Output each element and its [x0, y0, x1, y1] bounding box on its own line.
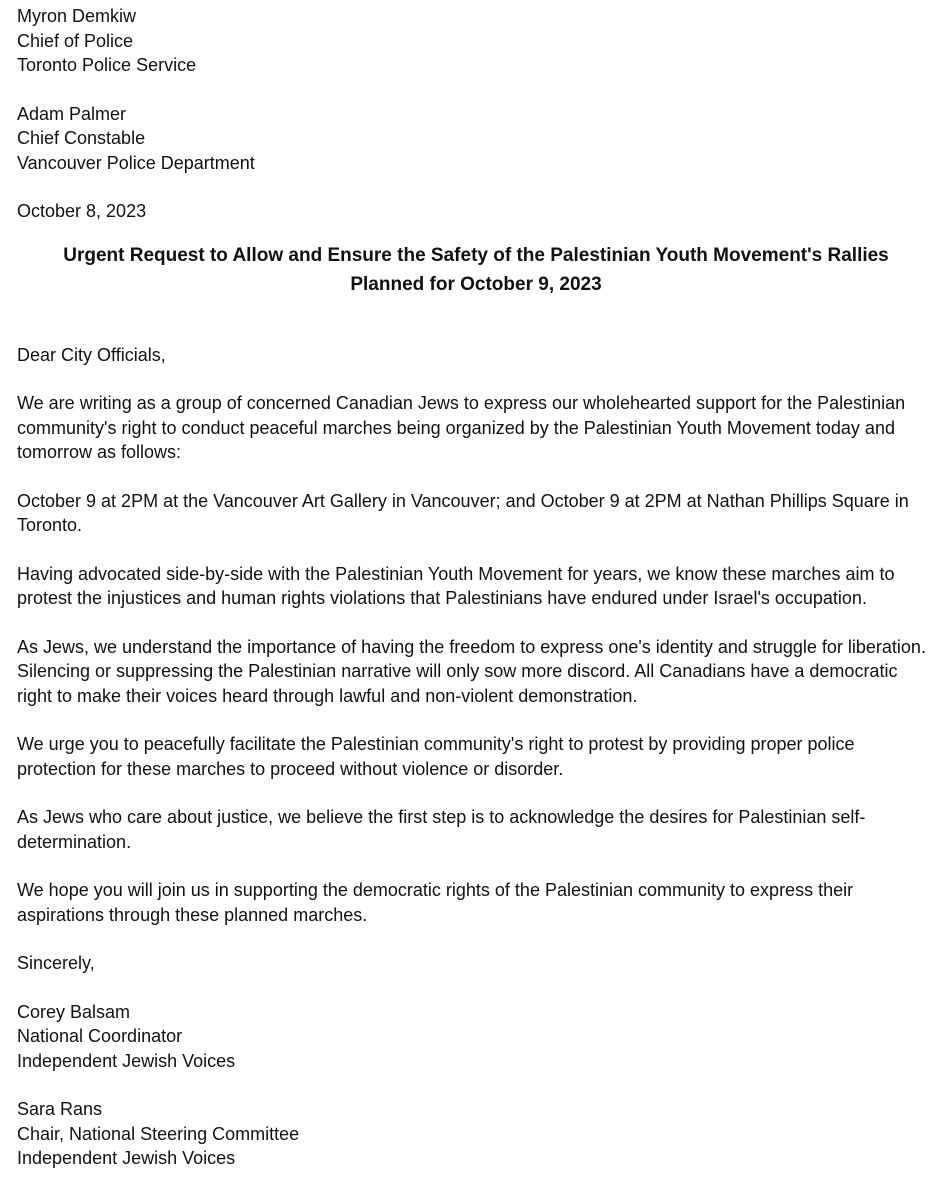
title-line-2: Planned for October 9, 2023 — [350, 273, 602, 295]
body-paragraph: As Jews, we understand the importance of having the freedom to express one's identity and struggle for liberation. Silencing or suppressing the Palestinian narrative will only sow more discord. All Canadians have a democratic right to make their voices heard through lawful and non-violent demonstration. — [17, 636, 926, 706]
recipient-organization: Toronto Police Service — [17, 55, 197, 75]
body-paragraph: We urge you to peacefully facilitate the Palestinian community's right to protest by providing proper police protection for these marches to proceed without violence or disorder. — [17, 734, 855, 779]
signatory-organization: Independent Jewish Voices — [17, 1050, 236, 1071]
body-paragraph: Having advocated side-by-side with the Palestinian Youth Movement for years, we know these marches aim to protest the injustices and human rights violations that Palestinians have endured under Israel's occupation. — [17, 563, 895, 608]
letter-title — [17, 241, 935, 299]
recipient-block-1 — [17, 4, 935, 78]
signatory-role: National Coordinator — [17, 1026, 183, 1046]
date-text: October 8, 2023 — [17, 201, 147, 221]
signatory-name: Sara Rans — [17, 1099, 103, 1119]
signatory-block-2 — [17, 1097, 935, 1171]
title-line-1: Urgent Request to Allow and Ensure the Safety of the Palestinian Youth Movement's Rallies — [63, 244, 889, 266]
recipient-role: Chief of Police — [17, 30, 134, 51]
recipient-name: Myron Demkiw — [17, 6, 137, 26]
signatory-name: Corey Balsam — [17, 1001, 131, 1022]
closing: Sincerely, — [17, 953, 95, 973]
letter-date — [17, 199, 935, 224]
signatory-block-1 — [17, 1000, 935, 1074]
recipient-name: Adam Palmer — [17, 103, 127, 124]
salutation: Dear City Officials, — [17, 344, 166, 365]
body-paragraph: October 9 at 2PM at the Vancouver Art Gallery in Vancouver; and October 9 at 2PM at Nathan Phillips Square in Toronto. — [17, 490, 909, 535]
body-paragraph: We are writing as a group of concerned Canadian Jews to express our wholehearted support for the Palestinian community's right to conduct peaceful marches being organized by the Palestinian Youth Movement today and tomorrow as follows: — [17, 393, 906, 462]
recipient-organization: Vancouver Police Department — [17, 152, 255, 173]
letter-page — [17, 4, 935, 1171]
signatory-role: Chair, National Steering Committee — [17, 1123, 300, 1144]
signatory-organization: Independent Jewish Voices — [17, 1148, 236, 1168]
body-paragraph: We hope you will join us in supporting the democratic rights of the Palestinian community to express their aspirations through these planned marches. — [17, 880, 854, 925]
recipient-block-2 — [17, 102, 935, 176]
recipient-role: Chief Constable — [17, 128, 146, 148]
body-paragraph: As Jews who care about justice, we believe the first step is to acknowledge the desires for Palestinian self-determination. — [17, 807, 866, 852]
